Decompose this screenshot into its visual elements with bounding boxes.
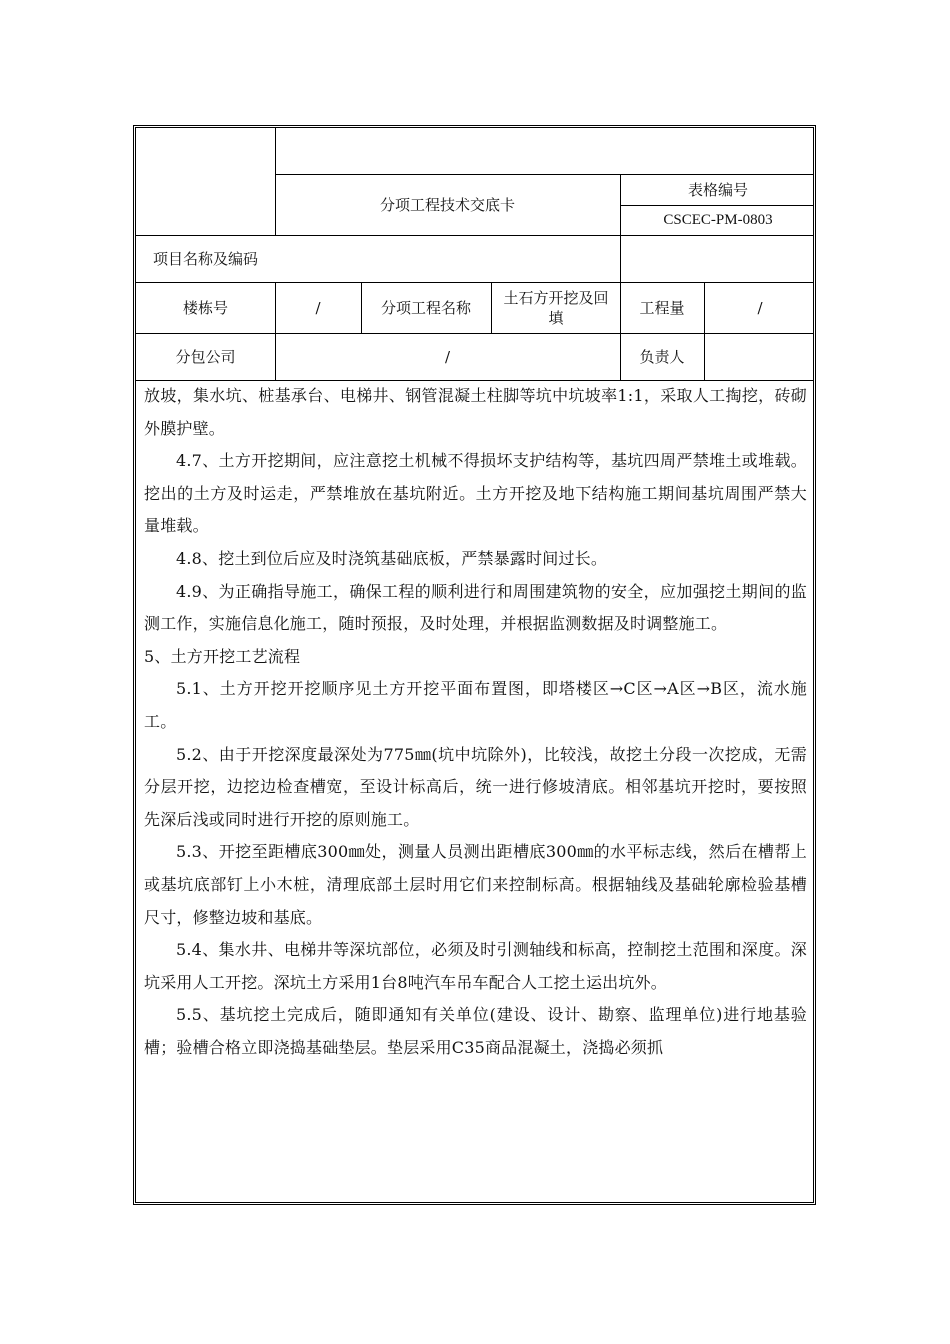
disclosure-card xyxy=(133,125,816,1205)
paragraph: 5.1、土方开挖开挖顺序见土方开挖平面布置图，即塔楼区→C区→A区→B区，流水施工。 xyxy=(144,679,807,731)
subcontractor-value: / xyxy=(444,347,451,366)
paragraph: 4.7、土方开挖期间，应注意挖土机械不得损坏支护结构等，基坑四周严禁堆土或堆载。挖出的土方及时运走，严禁堆放在基坑附近。土方开挖及地下结构施工期间基坑周围严禁大量堆载。 xyxy=(144,451,807,536)
person-in-charge-label: 负责人 xyxy=(639,347,685,366)
sub-item-name-value: 土石方开挖及回填 xyxy=(503,288,609,327)
building-label: 楼栋号 xyxy=(182,298,228,317)
paragraph: 5.5、基坑挖土完成后，随即通知有关单位(建设、设计、勘察、监理单位)进行地基验槽；验槽合格立即浇捣基础垫层。垫层采用C35商品混凝土，浇捣必须抓 xyxy=(144,1005,807,1057)
paragraph: 4.9、为正确指导施工，确保工程的顺利进行和周围建筑物的安全，应加强挖土期间的监测工作，实施信息化施工，随时预报，及时处理，并根据监测数据及时调整施工。 xyxy=(144,581,807,634)
quantity-label: 工程量 xyxy=(639,298,685,317)
form-number-label: 表格编号 xyxy=(687,180,748,199)
form-number: CSCEC-PM-0803 xyxy=(663,212,773,228)
paragraph: 4.8、挖土到位后应及时浇筑基础底板，严禁暴露时间过长。 xyxy=(176,548,608,568)
grid-line xyxy=(491,282,492,333)
paragraph: 放坡，集水坑、桩基承台、电梯井、钢管混凝土柱脚等坑中坑坡率1:1，采取人工掏挖，砖砌外膜护壁。 xyxy=(144,386,807,438)
disclosure-content xyxy=(144,380,807,1064)
project-name-label: 项目名称及编码 xyxy=(152,249,258,268)
card-title: 分项工程技术交底卡 xyxy=(379,195,515,214)
paragraph: 5.2、由于开挖深度最深处为775㎜(坑中坑除外)，比较浅，故挖土分段一次挖成，无需分层开挖，边挖边检查槽宽，至设计标高后，统一进行修坡清底。相邻基坑开挖时，要按照先深后浅或同时进行开挖的原则施工。 xyxy=(144,744,807,829)
paragraph: 5.3、开挖至距槽底300㎜处，测量人员测出距槽底300㎜的水平标志线，然后在槽帮上或基坑底部钉上小木桩，清理底部土层时用它们来控制标高。根据轴线及基础轮廓检验基槽尺寸，修整边坡和基底。 xyxy=(144,842,807,927)
section-heading: 5、土方开挖工艺流程 xyxy=(144,646,301,666)
subcontractor-label: 分包公司 xyxy=(175,347,236,366)
quantity-value: / xyxy=(757,298,763,317)
paragraph: 5.4、集水井、电梯井等深坑部位，必须及时引测轴线和标高，控制挖土范围和深度。深坑采用人工开挖。深坑土方采用1台8吨汽车吊车配合人工挖土运出坑外。 xyxy=(144,940,807,992)
building-value: / xyxy=(315,298,321,317)
sub-item-name-label: 分项工程名称 xyxy=(380,298,471,317)
